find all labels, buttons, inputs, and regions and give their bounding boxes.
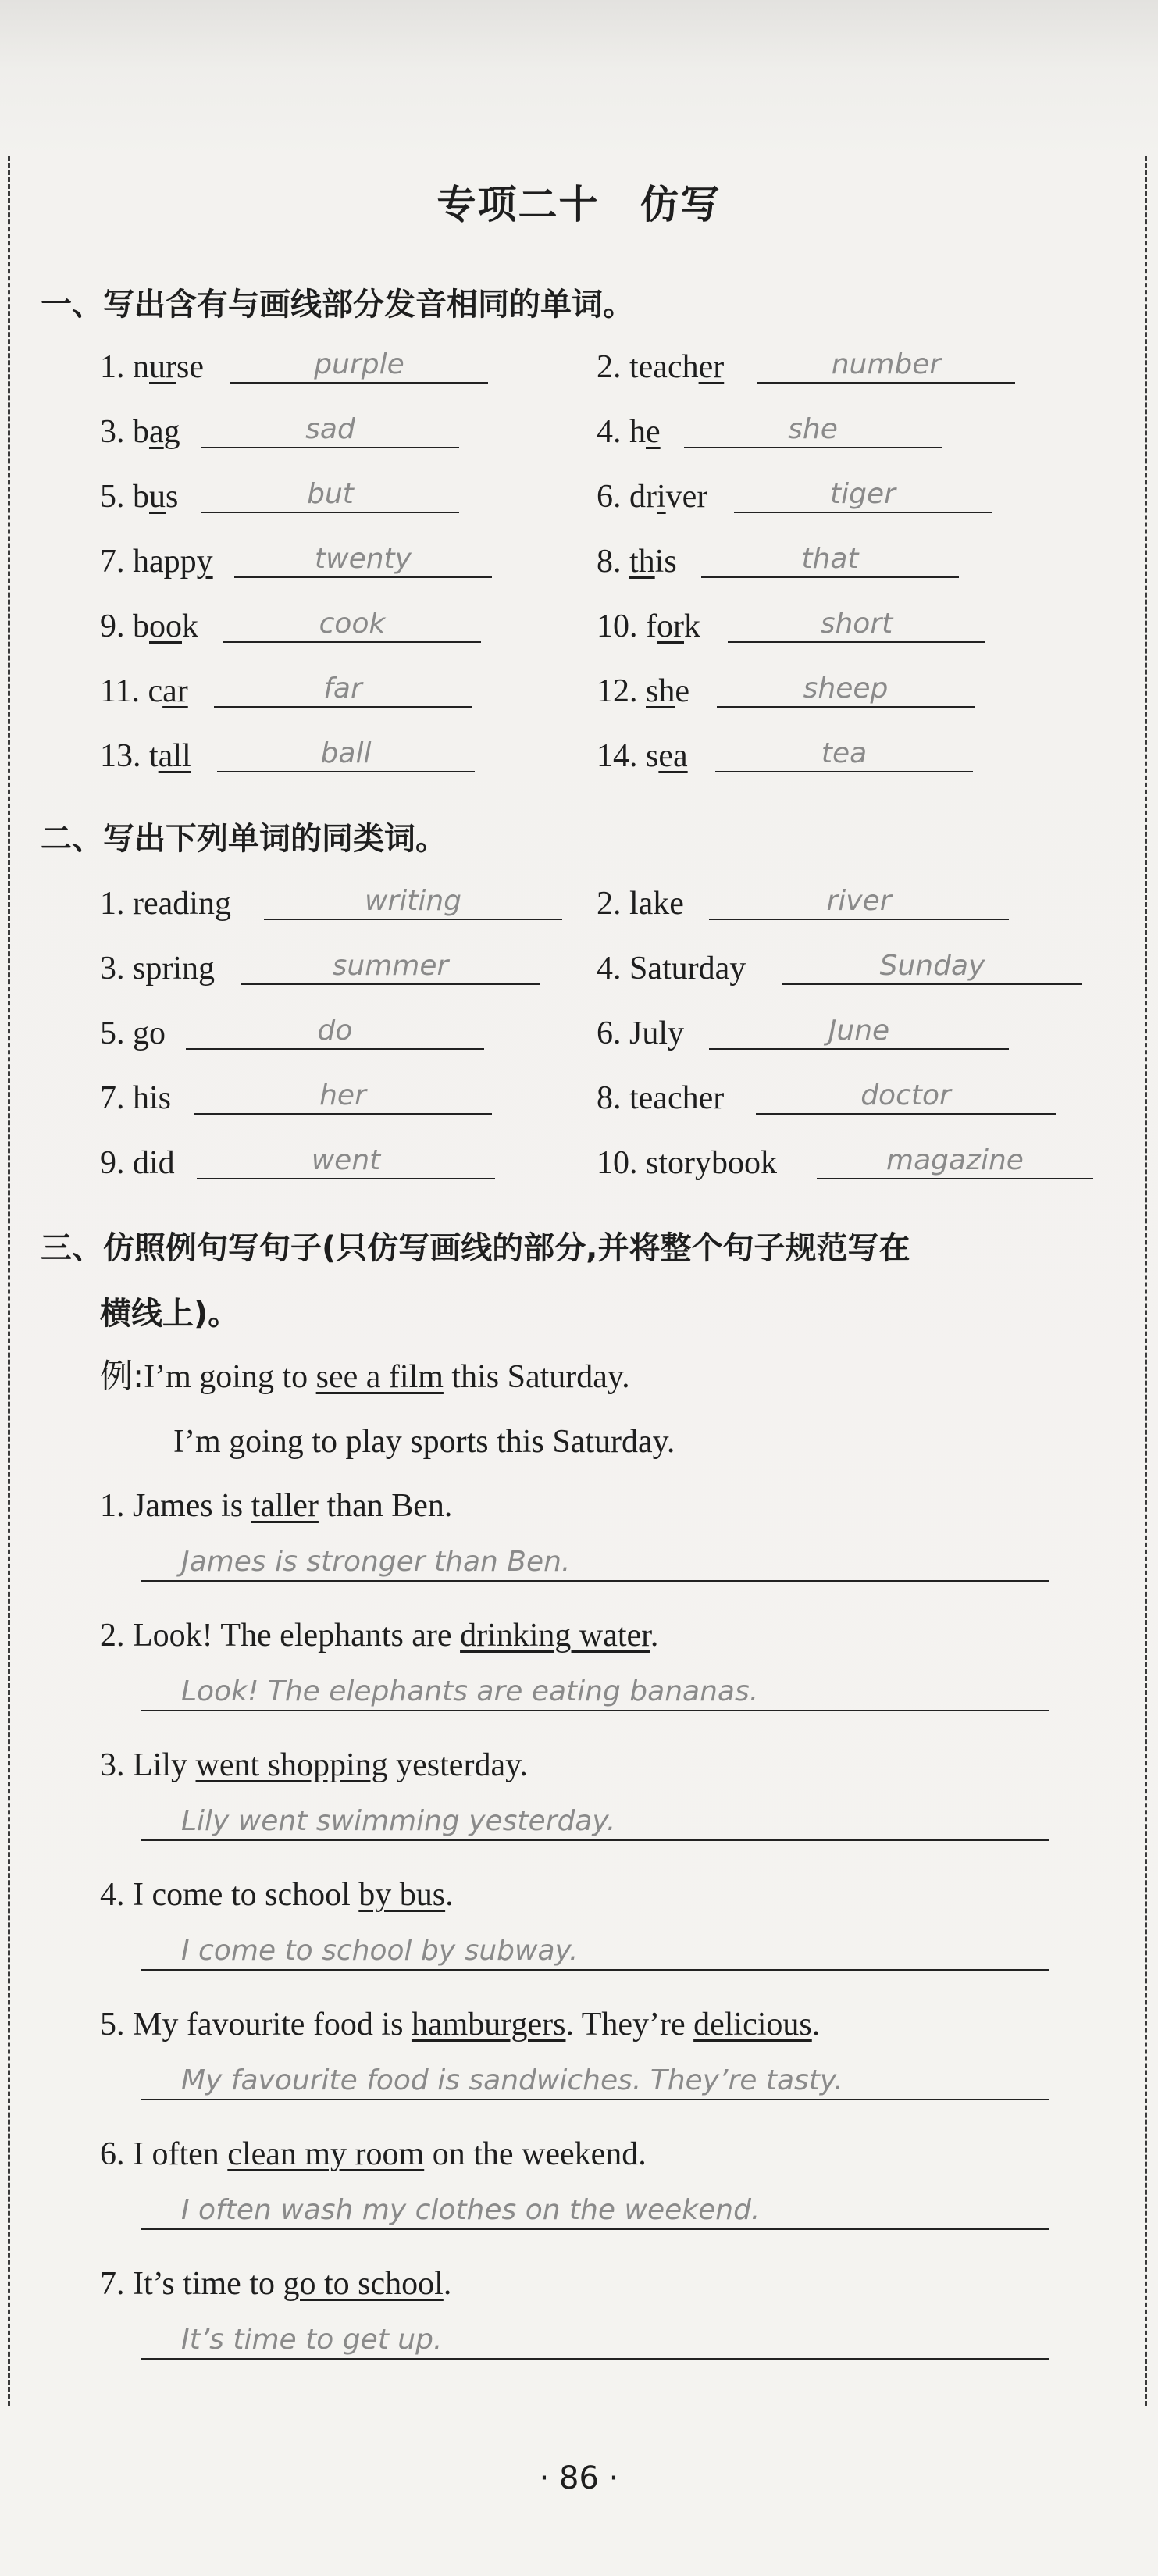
word: storybook (646, 1145, 777, 1181)
page-title: 专项二十 仿写 (436, 182, 722, 227)
word-part: dr (629, 479, 657, 515)
example-post: this Saturday. (443, 1359, 630, 1395)
item-number: 1. (100, 349, 133, 385)
section1-item (597, 542, 677, 581)
sentence-item (100, 2135, 647, 2174)
sentence-part: . (811, 2007, 821, 2043)
answer-blank[interactable]: do (186, 1014, 484, 1050)
sentence-item (100, 2264, 451, 2303)
word-part: b (133, 608, 149, 644)
sentence-underlined-part: clean my room (227, 2136, 425, 2172)
section2-item (100, 1144, 175, 1183)
word-underlined-part: u (149, 479, 166, 515)
answer-blank[interactable]: twenty (234, 542, 492, 578)
answer-blank[interactable]: writing (264, 884, 562, 920)
section1-item (100, 412, 180, 451)
sentence-underlined-part: went shopping (195, 1747, 388, 1783)
sentence-part: Lily (133, 1747, 196, 1783)
sentence-underlined-part: by bus (358, 1877, 446, 1913)
word: did (133, 1145, 175, 1181)
word-underlined-part: ur (149, 349, 176, 385)
word-part: se (176, 349, 204, 385)
item-number: 7. (100, 2266, 133, 2302)
sentence-part: I often (133, 2136, 228, 2172)
section1-item (100, 542, 213, 581)
word: his (133, 1080, 172, 1116)
sentence-part: . They’re (565, 2007, 694, 2043)
answer-blank[interactable]: went (197, 1144, 495, 1179)
section2-item (100, 1014, 166, 1053)
item-number: 6. (597, 479, 629, 515)
item-number: 8. (597, 1080, 629, 1116)
answer-blank[interactable]: far (214, 672, 472, 708)
answer-line[interactable]: It’s time to get up. (141, 2321, 1049, 2360)
right-dashed-border (1145, 156, 1147, 2406)
answer-line[interactable]: My favourite food is sandwiches. They’re tasty. (141, 2061, 1049, 2100)
word-underlined-part: oo (149, 608, 182, 644)
section1-item (597, 477, 707, 516)
answer-blank[interactable]: but (201, 477, 459, 513)
word: spring (133, 951, 215, 987)
word-part: e (675, 673, 690, 709)
word-underlined-part: e (646, 414, 661, 450)
item-number: 4. (597, 414, 629, 450)
word-underlined-part: sh (646, 673, 675, 709)
word-part: is (654, 544, 677, 580)
answer-blank[interactable]: sad (201, 412, 459, 448)
word-part: g (163, 414, 180, 450)
section2-item (597, 1144, 777, 1183)
item-number: 11. (100, 673, 148, 709)
sentence-part: than Ben. (318, 1488, 453, 1524)
section2-item (100, 949, 215, 988)
section1-item (597, 348, 724, 387)
word-underlined-part: all (158, 738, 191, 774)
sentence-item (100, 2005, 820, 2044)
word: July (629, 1015, 685, 1051)
item-number: 4. (597, 951, 629, 987)
answer-blank[interactable]: that (701, 542, 959, 578)
word: go (133, 1015, 166, 1051)
sentence-item (100, 1875, 454, 1914)
word: teacher (629, 1080, 725, 1116)
answer-blank[interactable]: Sunday (782, 949, 1082, 985)
item-number: 9. (100, 608, 133, 644)
answer-line[interactable]: I come to school by subway. (141, 1932, 1049, 1971)
word-underlined-part: th (629, 544, 655, 580)
item-number: 6. (100, 2136, 133, 2172)
word-part: teach (629, 349, 699, 385)
answer-blank[interactable]: tea (715, 737, 973, 772)
item-number: 1. (100, 886, 133, 922)
section3-heading-line2: 横线上)。 (100, 1296, 240, 1332)
item-number: 9. (100, 1145, 133, 1181)
sentence-part: James is (133, 1488, 251, 1524)
item-number: 8. (597, 544, 629, 580)
answer-blank[interactable]: her (194, 1079, 492, 1115)
section1-item (597, 607, 700, 646)
item-number: 10. (597, 1145, 646, 1181)
section1-item (100, 672, 188, 711)
section2-item (100, 884, 231, 923)
left-dashed-border (8, 156, 10, 2406)
example-sentence (100, 1357, 630, 1397)
item-number: 7. (100, 544, 133, 580)
item-number: 7. (100, 1080, 133, 1116)
word-part: ver (665, 479, 708, 515)
word: reading (133, 886, 231, 922)
item-number: 3. (100, 414, 133, 450)
section2-item (597, 1079, 724, 1118)
word: Saturday (629, 951, 746, 987)
sentence-part: My favourite food is (133, 2007, 412, 2043)
sentence-item (100, 1746, 528, 1785)
answer-blank[interactable]: short (728, 607, 985, 643)
answer-line[interactable]: I often wash my clothes on the weekend. (141, 2191, 1049, 2230)
section1-item (100, 607, 198, 646)
word-part: k (182, 608, 198, 644)
item-number: 3. (100, 1747, 133, 1783)
word-underlined-part: i (657, 479, 666, 515)
answer-line[interactable]: Lily went swimming yesterday. (141, 1802, 1049, 1841)
sentence-part: It’s time to (133, 2266, 283, 2302)
word-underlined-part: ea (658, 738, 688, 774)
page-number: · 86 · (539, 2460, 619, 2496)
word-part: happ (133, 544, 197, 580)
answer-line[interactable]: James is stronger than Ben. (141, 1543, 1049, 1582)
answer-blank[interactable]: number (757, 348, 1015, 384)
answer-blank[interactable]: river (709, 884, 1009, 920)
item-number: 10. (597, 608, 646, 644)
section1-item (100, 737, 191, 776)
word-underlined-part: ar (162, 673, 188, 709)
sentence-underlined-part: drinking water (460, 1618, 650, 1654)
example-answer: I’m going to play sports this Saturday. (173, 1424, 675, 1460)
word-underlined-part: a (149, 414, 164, 450)
answer-blank[interactable]: sheep (717, 672, 975, 708)
example-label: 例: (100, 1357, 144, 1395)
answer-blank[interactable]: purple (230, 348, 488, 384)
item-number: 14. (597, 738, 646, 774)
sentence-item (100, 1616, 658, 1655)
sentence-part: I come to school (133, 1877, 359, 1913)
word-part: c (148, 673, 163, 709)
word-part: h (629, 414, 646, 450)
sentence-part: on the weekend. (424, 2136, 647, 2172)
answer-blank[interactable]: June (709, 1014, 1009, 1050)
sentence-part: . (445, 1877, 454, 1913)
section2-item (597, 884, 684, 923)
word-part: k (684, 608, 700, 644)
answer-blank[interactable]: tiger (734, 477, 992, 513)
answer-blank[interactable]: she (684, 412, 942, 448)
word: lake (629, 886, 684, 922)
sentence-part: Look! The elephants are (133, 1618, 461, 1654)
sentence-part: yesterday. (387, 1747, 528, 1783)
section2-item (100, 1079, 171, 1118)
section1-heading: 一、写出含有与画线部分发音相同的单词。 (41, 287, 634, 323)
item-number: 12. (597, 673, 646, 709)
section1-item (100, 348, 204, 387)
section1-item (597, 412, 661, 451)
word-part: n (133, 349, 149, 385)
word-underlined-part: er (698, 349, 725, 385)
sentence-part: . (650, 1618, 659, 1654)
answer-line[interactable]: Look! The elephants are eating bananas. (141, 1672, 1049, 1711)
section1-item (100, 477, 178, 516)
answer-blank[interactable]: magazine (817, 1144, 1093, 1179)
word-part: b (133, 479, 149, 515)
item-number: 5. (100, 1015, 133, 1051)
item-number: 13. (100, 738, 149, 774)
example-underlined: see a film (315, 1359, 444, 1395)
item-number: 1. (100, 1488, 133, 1524)
item-number: 5. (100, 479, 133, 515)
example-pre: I’m going to (144, 1359, 316, 1395)
answer-blank[interactable]: doctor (756, 1079, 1056, 1115)
section2-item (597, 949, 746, 988)
section3-heading-line1: 三、仿照例句写句子(只仿写画线的部分,并将整个句子规范写在 (41, 1230, 910, 1266)
answer-blank[interactable]: summer (241, 949, 540, 985)
sentence-underlined-part: go to school (283, 2266, 444, 2302)
word-underlined-part: y (196, 544, 213, 580)
answer-blank[interactable]: ball (217, 737, 475, 772)
section2-heading: 二、写出下列单词的同类词。 (41, 821, 447, 857)
answer-blank[interactable]: cook (223, 607, 481, 643)
section1-item (597, 737, 688, 776)
item-number: 6. (597, 1015, 629, 1051)
sentence-underlined-part: delicious (693, 2007, 812, 2043)
item-number: 2. (100, 1618, 133, 1654)
word-underlined-part: or (657, 608, 684, 644)
item-number: 5. (100, 2007, 133, 2043)
item-number: 3. (100, 951, 133, 987)
word-part: b (133, 414, 149, 450)
item-number: 4. (100, 1877, 133, 1913)
item-number: 2. (597, 349, 629, 385)
sentence-underlined-part: taller (251, 1488, 319, 1524)
sentence-item (100, 1486, 452, 1525)
word-part: s (166, 479, 179, 515)
section2-item (597, 1014, 684, 1053)
sentence-underlined-part: hamburgers (411, 2007, 566, 2043)
section1-item (597, 672, 689, 711)
word-part: s (646, 738, 659, 774)
word-part: t (149, 738, 159, 774)
item-number: 2. (597, 886, 629, 922)
sentence-part: . (443, 2266, 452, 2302)
word-part: f (646, 608, 657, 644)
